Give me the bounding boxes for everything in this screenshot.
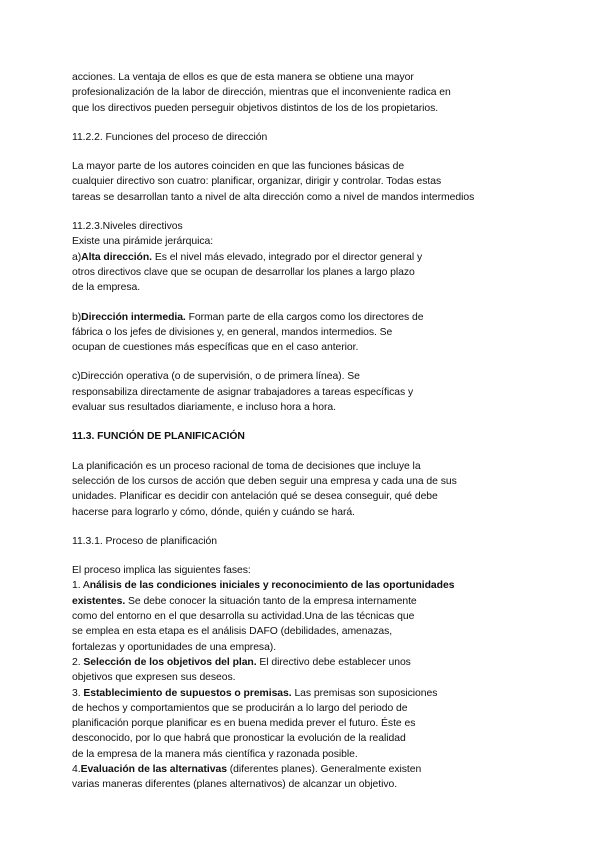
intro-paragraph (72, 70, 542, 116)
section-heading-1131: 11.3.1. Proceso de planificación (72, 535, 217, 547)
text-line (72, 310, 542, 325)
text-line: objetivos que expresen sus deseos. (72, 672, 236, 684)
text-line: tareas se desarrollan tanto a nivel de alta dirección como a nivel de mandos intermedios (72, 191, 475, 203)
text-line (72, 762, 542, 777)
level-c-paragraph (72, 369, 542, 415)
text-line: unidades. Planificar es decidir con antelación qué se desea conseguir, qué debe (72, 491, 438, 503)
level-a-prefix: a) (72, 251, 82, 263)
section-heading-113 (72, 429, 542, 444)
level-a-paragraph (72, 250, 542, 296)
level-b-title: Dirección intermedia. (81, 311, 186, 323)
text-line: se emplea en esta etapa es el análisis DAFO (debilidades, amenazas, (72, 626, 393, 638)
text-line (72, 686, 542, 701)
document-page (72, 70, 542, 793)
text-line: acciones. La ventaja de ellos es que de esta manera se obtiene una mayor (72, 72, 414, 83)
text-line: otros directivos clave que se ocupan de desarrollar los planes a largo plazo (72, 266, 415, 278)
text-line: selección de los cursos de acción que deben seguir una empresa y cada una de sus (72, 475, 457, 487)
section-heading-1122: 11.2.2. Funciones del proceso de dirección (72, 131, 268, 143)
phase-4 (72, 762, 542, 793)
planning-paragraph (72, 459, 542, 520)
phase-4-prefix: 4. (72, 763, 81, 775)
process-intro: El proceso implica las siguientes fases: (72, 565, 251, 577)
level-a-title: Alta dirección. (81, 251, 152, 263)
text-line: varias maneras diferentes (planes alternativos) de alcanzar un objetivo. (72, 779, 398, 791)
level-a-text: Es el nivel más elevado, integrado por el director general y (152, 251, 423, 263)
text-line (72, 250, 542, 265)
text-line: ocupan de cuestiones más específicas que en el caso anterior. (72, 342, 359, 354)
text-line: fábrica o los jefes de divisiones y, en general, mandos intermedios. Se (72, 326, 393, 338)
text-line: profesionalización de la labor de dirección, mientras que el inconveniente radica en (72, 87, 451, 99)
text-line: desconocido, por lo que habrá que pronosticar la evolución de la realidad (72, 733, 406, 745)
phase-1-prefix: 1. A (72, 580, 90, 592)
text-line (72, 655, 542, 670)
text-line (72, 578, 542, 593)
phase-1-title: nálisis de las condiciones iniciales y reconocimiento de las oportunidades (89, 580, 455, 592)
phase-2-prefix: 2. (72, 656, 84, 668)
text-line: de la empresa de la manera más científica y razonada posible. (72, 748, 358, 760)
phase-2-title: Selección de los objetivos del plan. (83, 656, 257, 668)
phase-2 (72, 655, 542, 686)
section-heading-113-text: 11.3. FUNCIÓN DE PLANIFICACIÓN (72, 431, 245, 443)
phase-3-prefix: 3. (72, 687, 84, 699)
phase-1-title-cont: existentes. (72, 595, 126, 607)
phase-4-text: (diferentes planes). Generalmente existen (226, 763, 422, 775)
text-line: que los directivos pueden perseguir objetivos distintos de los de los propietarios. (72, 102, 439, 114)
functions-paragraph (72, 159, 542, 205)
text-line: de la empresa. (72, 282, 141, 294)
text-line: responsabiliza directamente de asignar trabajadores a tareas específicas y (72, 386, 414, 398)
text-line: planificación porque planificar es en buena medida prever el futuro. Éste es (72, 718, 416, 730)
text-line: como del entorno en el que desarrolla su actividad.Una de las técnicas que (72, 611, 415, 623)
text-line: cualquier directivo son cuatro: planificar, organizar, dirigir y controlar. Todas estas (72, 176, 442, 188)
level-b-prefix: b) (72, 311, 82, 323)
text-line: fortalezas y oportunidades de una empresa). (72, 641, 277, 653)
phase-2-text: El directivo debe establecer unos (256, 656, 411, 668)
text-line: La planificación es un proceso racional de toma de decisiones que incluye la (72, 460, 421, 472)
text-line (72, 594, 542, 609)
text-line: hacerse para lograrlo y cómo, dónde, quién y cuándo se hará. (72, 506, 355, 518)
text-line: La mayor parte de los autores coinciden en que las funciones básicas de (72, 161, 405, 173)
phase-4-title: Evaluación de las alternativas (80, 763, 227, 775)
phase-3 (72, 686, 542, 762)
phase-1 (72, 578, 542, 654)
text-line: c)Dirección operativa (o de supervisión, o de primera línea). Se (72, 371, 360, 383)
level-b-text: Forman parte de ella cargos como los directores de (185, 311, 424, 323)
phase-1-text: Se debe conocer la situación tanto de la empresa internamente (125, 595, 417, 607)
pyramid-intro: Existe una pirámide jerárquica: (72, 236, 214, 248)
text-line: de hechos y comportamientos que se producirán a lo largo del periodo de (72, 702, 408, 714)
text-line: evaluar sus resultados diariamente, e incluso hora a hora. (72, 402, 336, 414)
section-heading-1123: 11.2.3.Niveles directivos (72, 221, 183, 233)
phase-3-title: Establecimiento de supuestos o premisas. (83, 687, 292, 699)
phase-3-text: Las premisas son suposiciones (291, 687, 438, 699)
level-b-paragraph (72, 310, 542, 356)
